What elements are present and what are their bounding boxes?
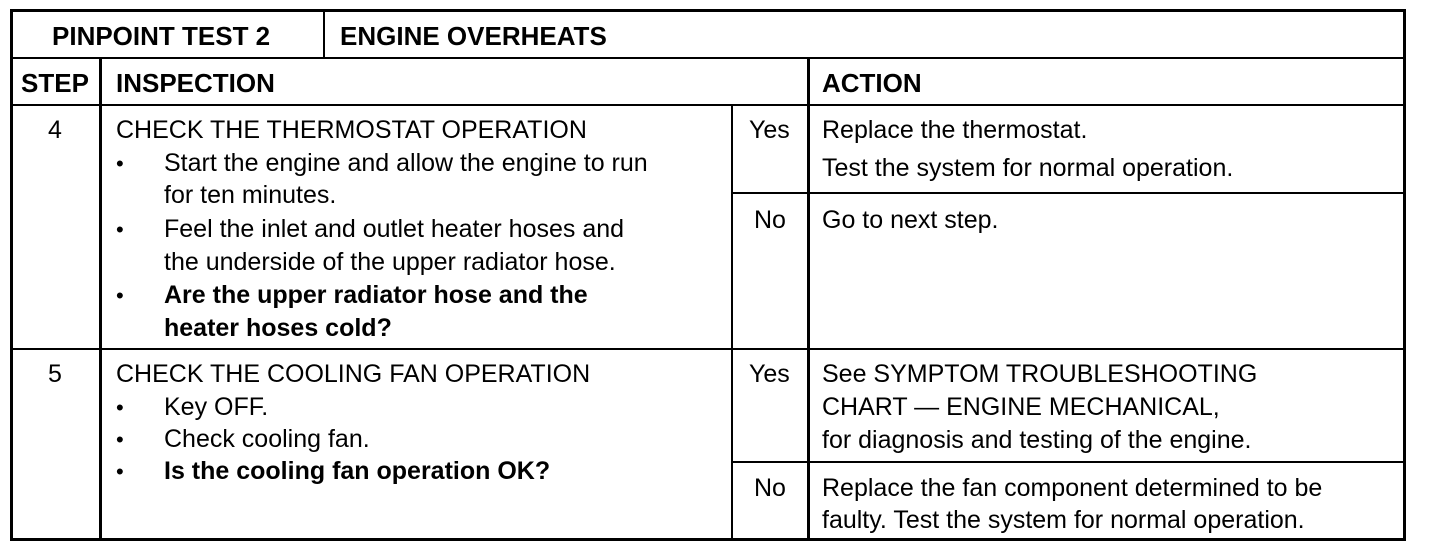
step-number: 4 (48, 116, 62, 144)
test-name: ENGINE OVERHEATS (340, 21, 607, 51)
table-border-bottom (10, 538, 1406, 541)
bullet-icon: • (116, 459, 124, 484)
table-border-top (10, 9, 1406, 12)
bullet-icon: • (116, 395, 124, 420)
yes-action-line: for diagnosis and testing of the engine. (822, 426, 1252, 454)
inspection-bullet-line: Feel the inlet and outlet heater hoses and (164, 215, 625, 243)
yes-action-line: See SYMPTOM TROUBLESHOOTING (822, 360, 1258, 388)
step4-yes-no-divider (731, 192, 1406, 194)
inspection-heading: CHECK THE THERMOSTAT OPERATION (116, 116, 587, 144)
inspection-question-line: heater hoses cold? (164, 314, 392, 342)
pinpoint-test-label: PINPOINT TEST 2 (52, 21, 271, 51)
bullet-icon: • (116, 151, 124, 176)
inspection-bullet-line: Start the engine and allow the engine to run (164, 149, 648, 177)
bullet-icon: • (116, 217, 124, 242)
yes-label: Yes (749, 360, 790, 388)
bullet-icon: • (116, 427, 124, 452)
inspection-question-line: Is the cooling fan operation OK? (164, 457, 551, 485)
no-label: No (754, 474, 786, 502)
title-vertical-divider (323, 9, 325, 59)
inspection-answer-divider (731, 104, 733, 541)
step-column-divider (99, 57, 102, 541)
inspection-question-line: Are the upper radiator hose and the (164, 281, 588, 309)
action-column-divider (807, 57, 810, 541)
no-action-line: Go to next step. (822, 206, 999, 234)
yes-action-line: Test the system for normal operation. (822, 154, 1234, 182)
inspection-bullet-line: for ten minutes. (164, 181, 337, 209)
yes-label: Yes (749, 116, 790, 144)
column-header-action: ACTION (822, 68, 922, 98)
column-header-step: STEP (21, 68, 89, 98)
table-border-left (10, 9, 13, 541)
title-divider (10, 57, 1406, 59)
no-action-line: Replace the fan component determined to be (822, 474, 1323, 502)
column-header-inspection: INSPECTION (116, 68, 275, 98)
row-divider (10, 348, 1406, 350)
no-label: No (754, 206, 786, 234)
inspection-heading: CHECK THE COOLING FAN OPERATION (116, 360, 591, 388)
no-action-line: faulty. Test the system for normal operation. (822, 506, 1305, 534)
step-number: 5 (48, 360, 62, 388)
step5-yes-no-divider (731, 461, 1406, 463)
bullet-icon: • (116, 283, 124, 308)
inspection-bullet-line: Key OFF. (164, 393, 269, 421)
yes-action-line: CHART — ENGINE MECHANICAL, (822, 393, 1220, 421)
yes-action-line: Replace the thermostat. (822, 116, 1088, 144)
inspection-bullet-line: the underside of the upper radiator hose. (164, 248, 616, 276)
header-divider (10, 104, 1406, 106)
inspection-bullet-line: Check cooling fan. (164, 425, 370, 453)
